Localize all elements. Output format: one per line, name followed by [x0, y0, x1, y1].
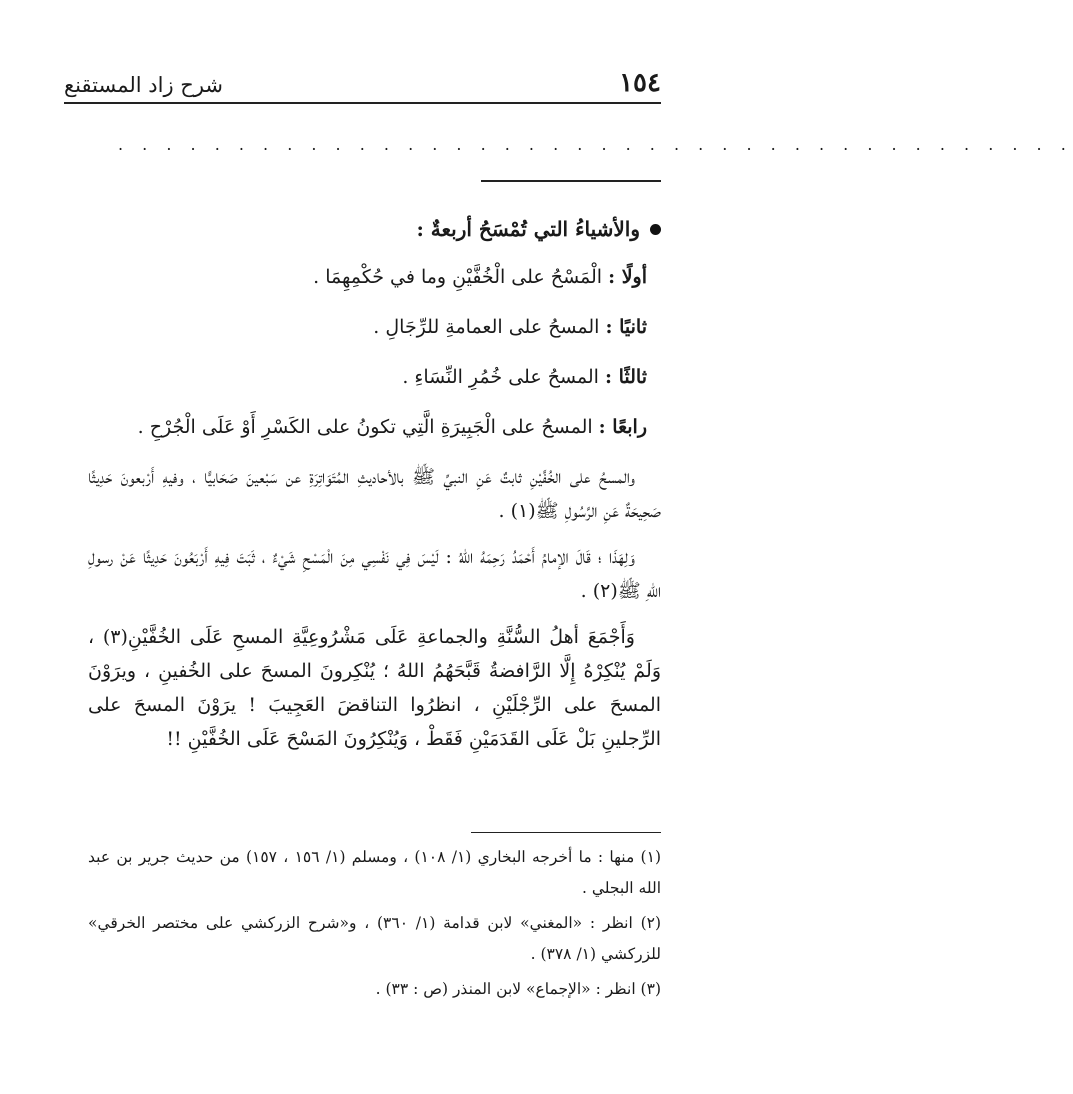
ellipsis-dots: . . . . . . . . . . . . . . . . . . . . . . . . . . . . . . . . . . . . . . . . [118, 135, 1073, 154]
footnote: (١) منها : ما أخرجه البخاري (١/ ١٠٨) ، ومسلم (١/ ١٥٦ ، ١٥٧) من حديث جرير بن عبد الله البجلي . [88, 848, 661, 897]
footnote-divider [471, 832, 661, 833]
list-item [88, 310, 647, 344]
page-number: ١٥٤ [619, 68, 661, 98]
section-heading [88, 212, 661, 246]
paragraph: وَلِهَذَا ؛ قَالَ الإمامُ أَحْمَدُ رَحِمَهُ اللهُ : لَيْسَ فِي نَفْسِي مِنَ الْمَسْحِ شَيْءٌ ، ثَبَتَ فِيهِ أَرْبَعُونَ حَدِيثًا عَنْ رسولِ اللهِ ﷺ(٢) . [88, 546, 661, 602]
item-label: ثانيًا : [605, 316, 647, 338]
item-text: المسحُ على خُمُرِ النِّسَاءِ . [402, 366, 599, 388]
footnote: (٢) انظر : «المغني» لابن قدامة (١/ ٣٦٠) ، و«شرح الزركشي على مختصر الخرقي» للزركشي (١/ ٣٧٨) . [88, 914, 662, 963]
item-text: المسحُ على العمامةِ للرِّجَالِ . [373, 316, 600, 338]
item-label: ثالثًا : [604, 366, 647, 388]
footnote: (٣) انظر : «الإجماع» لابن المنذر (ص : ٣٣) . [375, 980, 661, 998]
list-item [88, 360, 647, 394]
item-label: رابعًا : [598, 416, 647, 438]
book-title: شرح زاد المستقنع [64, 73, 223, 97]
item-text: الْمَسْحُ على الْخُفَّيْنِ وما في حُكْمِهِمَا . [313, 266, 603, 288]
list-item [88, 410, 647, 444]
section-heading-text: والأشياءُ التي تُمْسَحُ أربعةٌ : [416, 217, 640, 241]
footnotes [88, 842, 661, 1009]
bullet-icon [650, 224, 661, 235]
paragraph: وَأَجْمَعَ أهلُ السُّنَّةِ والجماعةِ عَلَى مَشْرُوعِيَّةِ المسحِ عَلَى الخُفَّيْنِ(٣) ، وَلَمْ يُنْكِرْهُ إِلَّا الرَّافضةُ قَبَّحَهُمُ اللهُ ؛ يُنْكِرونَ المسحَ على الخُفينِ ، ويرَوْنَ المسحَ على الرِّجْلَيْنِ ، انظرُوا التناقضَ العَجِيبَ ! يرَوْنَ المسحَ على الرِّجلينِ بَلْ عَلَى القَدَمَيْنِ فَقَطْ ، وَيُنْكِرُونَ المَسْحَ عَلَى الخُفَّيْنِ !! [88, 626, 661, 750]
item-label: أولًا : [608, 266, 647, 288]
main-text [88, 200, 661, 768]
item-text: المسحُ على الْجَبِيرَةِ الَّتِي تكونُ على الكَسْرِ أَوْ عَلَى الْجُرْحِ . [137, 416, 593, 438]
page-header [64, 62, 661, 104]
list-item [88, 260, 647, 294]
paragraph: والمسحُ على الخُفَّيْنِ ثابتٌ عَنِ النبيِّ ﷺ بالأحاديثِ المُتَوَاتِرَةِ عن سَبْعينَ صَحَابيًّا ، وفيهِ أَرْبعونَ حَدِيثًا صَحِيحَةٌ عَنِ الرَّسُولِ ﷺ(١) . [88, 466, 661, 522]
section-divider [481, 180, 661, 182]
